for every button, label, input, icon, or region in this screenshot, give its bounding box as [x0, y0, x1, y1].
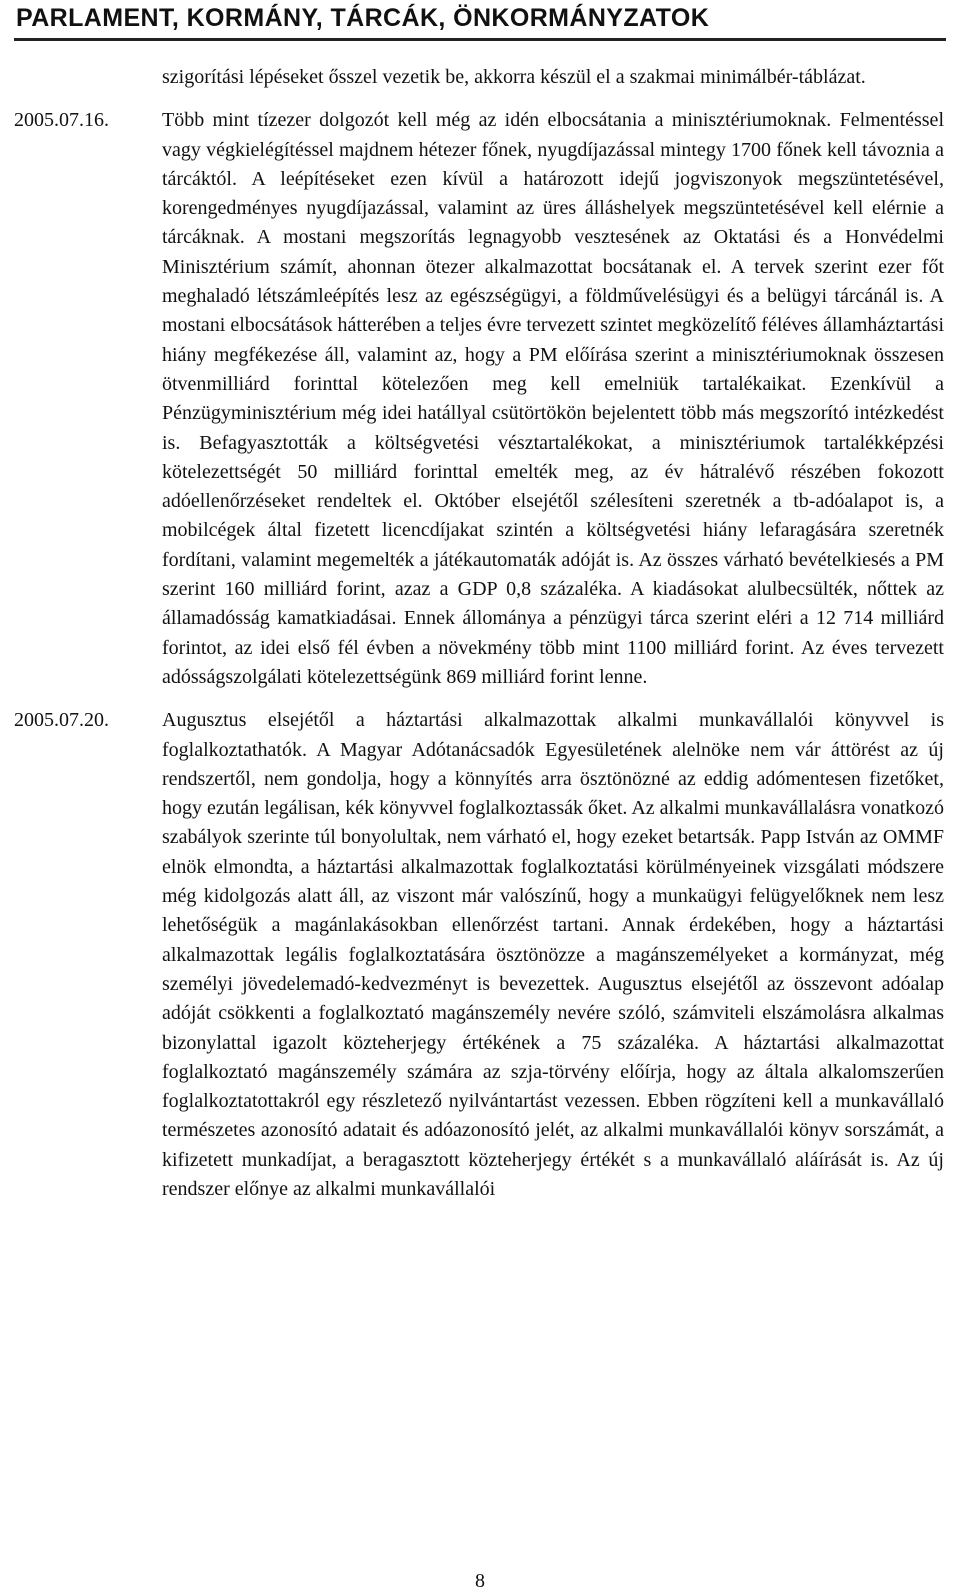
entry-text: Több mint tízezer dolgozót kell még az idén elbocsátania a minisztériumoknak. Felmentéssel vagy végkielégítéssel majdnem hétezer főnek, nyugdíjazással mintegy 1700 főnek kell távoznia a tárcáktól. A leépítéseket ezen kívül a határozott idejű jogviszonyok megszüntetésével, korengedményes nyugdíjazással, valamint az üres álláshelyek megszüntetésével kell elérnie a tárcáknak. A mostani megszorítás legnagyobb vesztesének az Oktatási és a Honvédelmi Minisztérium számít, ahonnan ötezer alkalmazottat bocsátanak el. A tervek szerint ezer főt meghaladó létszámleépítés lesz az egészségügyi, a földművelésügyi és a belügyi tárcánál is. A mostani elbocsátások hátterében a teljes évre tervezett szintet megközelítő féléves államháztartási hiány megfékezése áll, valamint az, hogy a PM előírása szerint a minisztériumoknak összesen ötvenmilliárd forinttal kötelezően meg kell emelniük tartalékaikat. Ezenkívül a Pénzügyminisztérium még idei hatállyal csütörtökön bejelentett több más megszorító intézkedést is. Befagyasztották a költségvetési vésztartalékokat, a minisztériumok tartalékképzési kötelezettségét 50 milliárd forinttal emelték meg, az év hátralévő részében fokozott adóellenőrzéseket rendeltek el. Október elsejétől szélesíteni szeretnék a tb-adóalapot is, a mobilcégek által fizetett licencdíjakat szintén a költségvetési hiány lefaragására szeretnék fordítani, valamint megemelték a játékautomaták adóját is. Az összes várható bevételkiesés a PM szerint 160 milliárd forint, azaz a GDP 0,8 százaléka. A kiadásokat alulbecsülték, nőttek az államadósság kamatkiadásai. Ennek állománya a pénzügyi tárca szerint eléri a 12 714 milliárd forintot, az idei első fél évben a növekmény több mint 1100 milliárd forint. Az éves tervezett adósságszolgálati kötelezettségünk 869 milliárd forint lenne.	[162, 109, 944, 688]
entry-text: Augusztus elsejétől a háztartási alkalmazottak alkalmi munkavállalói könyvvel is foglalkoztathatók. A Magyar Adótanácsadók Egyesületének alelnöke nem vár áttörést az új rendszertől, nem gondolja, hogy a könnyítés arra ösztönözné az eddig adómentesen fizetőket, hogy ezután legálisan, kék könyvvel foglalkoztassák őket. Az alkalmi munkavállalásra vonatkozó szabályok szerinte túl bonyolultak, nem várható el, hogy ezeket betartsák. Papp István az OMMF elnök elmondta, a háztartási alkalmazottak foglalkoztatási körülményeinek vizsgálati módszere még kidolgozás alatt áll, az viszont már valószínű, hogy a munkaügyi felügyelőknek nem lesz lehetőségük a magánlakásokban ellenőrzést tartani. Annak érdekében, hogy a háztartási alkalmazottak legális foglalkoztatására ösztönözze a magánszemélyeket a kormányzat, még személyi jövedelemadó-kedvezményt is bevezettek. Augusztus elsejétől az összevont adóalap adóját csökkenti a foglalkoztató magánszemély nevére szóló, számviteli elszámolásra alkalmas bizonylattal igazolt közteherjegy értékének a 75 százaléka. A háztartási alkalmazottat foglalkoztató magánszemély számára az szja-törvény előírja, hogy az általa alkalomszerűen foglalkoztatottakról egy részletező nyilvántartást vezessen. Ebben rögzíteni kell a munkavállaló természetes azonosító adatait és adóazonosító jelét, az alkalmi munkavállalói könyv sorszámát, a kifizetett munkadíjat, a beragasztott közteherjegy értékét s a munkavállaló aláírását is. Az új rendszer előnye az alkalmi munkavállalói	[162, 709, 944, 1200]
document-body	[14, 63, 944, 1204]
entry-text: szigorítási lépéseket ősszel vezetik be, akkorra készül el a szakmai minimálbér-táblázat.	[162, 66, 866, 88]
header-rule	[14, 38, 946, 41]
running-header: PARLAMENT, KORMÁNY, TÁRCÁK, ÖNKORMÁNYZATOK	[16, 4, 710, 32]
entry-2005-07-16	[14, 106, 944, 692]
entry-2005-07-20	[14, 706, 944, 1204]
entry-date: 2005.07.16.	[14, 109, 109, 132]
page-number: 8	[475, 1570, 485, 1592]
entry-continuation	[14, 63, 944, 92]
entry-date: 2005.07.20.	[14, 709, 109, 732]
